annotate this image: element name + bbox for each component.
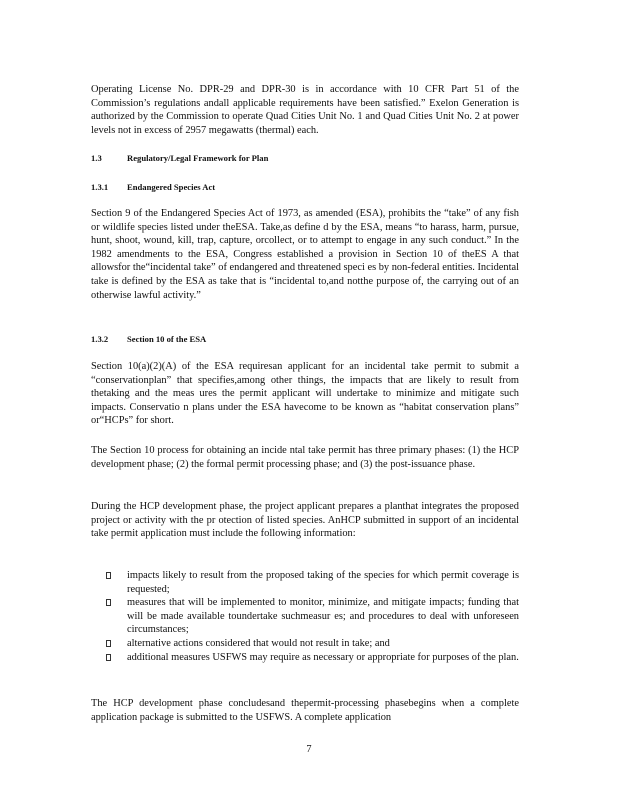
paragraph-process-phases: The Section 10 process for obtaining an incide ntal take permit has three primary phases: (1) the HCP development phase; (2) the formal permit processing phase; and (3) the post-issuance phase.: [91, 445, 519, 470]
paragraph-operating-license: Operating License No. DPR-29 and DPR-30 is in accordance with 10 CFR Part 51 of the Commission’s regulations andall applicable requirements have been satisfied.” Exelon Generation is authorized by the Commission to operate Quad Cities Unit No. 1 and Quad Cities Unit No. 2 at power levels not in excess of 2957 megawatts (thermal) each.: [91, 84, 519, 136]
bullet-box-icon: [106, 640, 111, 647]
list-item: [106, 596, 519, 637]
heading-number: 1.3: [91, 153, 102, 163]
list-item-text: alternative actions considered that would not result in take; and: [127, 637, 390, 649]
heading-regulatory-framework: [91, 153, 268, 163]
page-number: 7: [306, 744, 312, 755]
paragraph-permit-processing: The HCP development phase concludesand thepermit-processing phasebegins when a complete application package is submitted to the USFWS. A complete application: [91, 698, 519, 723]
bullet-box-icon: [106, 572, 111, 579]
list-item-text: additional measures USFWS may require as necessary or appropriate for purposes of the plan.: [127, 651, 519, 663]
heading-number: 1.3.2: [91, 334, 109, 344]
heading-title: Endangered Species Act: [127, 182, 216, 192]
list-item: [106, 651, 519, 665]
heading-endangered-species-act: [91, 182, 215, 192]
heading-number: 1.3.1: [91, 182, 109, 192]
bullet-box-icon: [106, 654, 111, 661]
paragraph-section-10a: Section 10(a)(2)(A) of the ESA requiresan applicant for an incidental take permit to submit a “conservationplan” that specifies,among other things, the impacts that are likely to result from thetaking and the meas ures the permit applicant will undertake to minimize and mitigate such impacts. Conservatio n plans under the ESA havecome to be known as “habitat conservation plans” or“HCPs” for short.: [91, 361, 519, 427]
heading-title: Section 10 of the ESA: [127, 334, 207, 344]
list-item: [106, 637, 519, 651]
heading-title: Regulatory/Legal Framework for Plan: [127, 153, 269, 163]
list-item-text: impacts likely to result from the proposed taking of the species for which permit coverage is requested;: [127, 570, 519, 595]
bullet-box-icon: [106, 599, 111, 606]
hcp-requirements-list: [106, 569, 519, 664]
list-item: [106, 569, 519, 596]
list-item-text: measures that will be implemented to monitor, minimize, and mitigate impacts; funding that will be made available toundertake suchmeasur es; and procedures to deal with unforeseen circumstances;: [127, 597, 519, 636]
paragraph-hcp-development: During the HCP development phase, the project applicant prepares a planthat integrates the proposed project or activity with the pr otection of listed species. AnHCP submitted in support of an incidental take permit application must include the following information:: [91, 501, 519, 540]
paragraph-section-9: Section 9 of the Endangered Species Act of 1973, as amended (ESA), prohibits the “take” of any fish or wildlife species listed under theESA. Take,as define d by the ESA, means “to harass, harm, pursue, hunt, shoot, wound, kill, trap, capture, orcollect, or to attempt to engage in any such conduct.” In the 1982 amendments to the ESA, Congress established a provision in Section 10 of theES A that allowsfor the“incidental take” of endangered and threatened speci es by non-federal entities. Incidental take is defined by the ESA as take that is “incidental to,and notthe purpose of, the carrying out of an otherwise lawful activity.”: [91, 208, 519, 301]
heading-section-10: [91, 334, 206, 344]
